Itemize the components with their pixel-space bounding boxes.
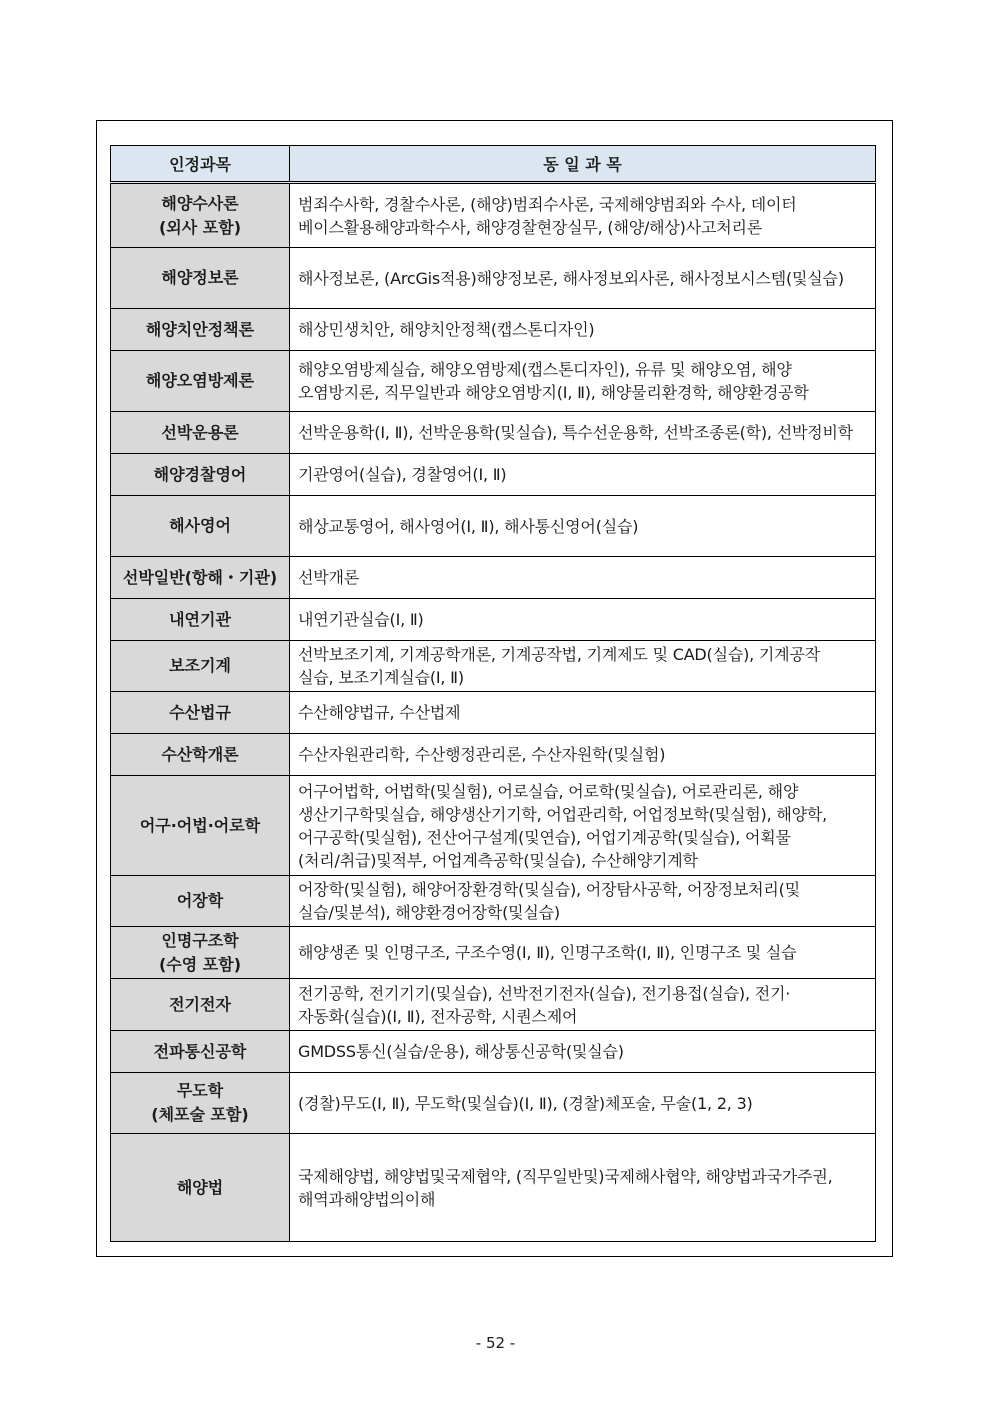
- equivalent-cell: 범죄수사학, 경찰수사론, (해양)범죄수사론, 국제해양범죄와 수사, 데이터 베이스활용해양과학수사, 해양경찰현장실무, (해양/해상)사고처리론: [290, 183, 876, 248]
- table-row: [111, 1031, 876, 1073]
- subject-cell: [111, 1073, 290, 1134]
- subject-line: 무도학: [176, 1081, 224, 1100]
- course-equivalence-table: [110, 145, 876, 1242]
- equivalent-cell: 어구어법학, 어법학(및실험), 어로실습, 어로학(및실습), 어로관리론, 해양 생산기구학및실습, 해양생산기기학, 어업관리학, 어업정보학(및실험), 해양학, 어구공학(및실험), 전산어구설계(및연습), 어업기계공학(및실습), 어획물 (처리/취급)및적부, 어업계측공학(및실습), 수산해양기계학: [290, 776, 876, 876]
- table-row: [111, 776, 876, 876]
- equivalent-cell: 해사정보론, (ArcGis적용)해양정보론, 해사정보외사론, 해사정보시스템(및실습): [290, 248, 876, 309]
- equivalent-cell: 해상민생치안, 해양치안정책(캡스톤디자인): [290, 309, 876, 351]
- subject-cell: [111, 927, 290, 979]
- subject-line: 어구·어법·어로학: [139, 815, 261, 835]
- subject-line: 어장학: [176, 891, 224, 910]
- subject-cell: [111, 599, 290, 641]
- subject-cell: [111, 734, 290, 776]
- table-row: [111, 309, 876, 351]
- equivalent-cell: 기관영어(실습), 경찰영어(Ⅰ, Ⅱ): [290, 454, 876, 496]
- subject-line: 해양치안정책론: [145, 319, 255, 339]
- subject-cell: [111, 1134, 290, 1242]
- table-row: [111, 1073, 876, 1134]
- table-row: [111, 692, 876, 734]
- subject-cell: [111, 979, 290, 1031]
- equivalent-cell: 어장학(및실험), 해양어장환경학(및실습), 어장탐사공학, 어장정보처리(및 실습/및분석), 해양환경어장학(및실습): [290, 876, 876, 927]
- subject-line: 수산법규: [169, 702, 231, 722]
- subject-line: (체포술 포함): [151, 1105, 249, 1124]
- subject-cell: [111, 309, 290, 351]
- equivalent-cell: 해양생존 및 인명구조, 구조수영(Ⅰ, Ⅱ), 인명구조학(Ⅰ, Ⅱ), 인명구조 및 실습: [290, 927, 876, 979]
- table-row: [111, 183, 876, 248]
- subject-line: 인명구조학: [161, 930, 239, 950]
- subject-cell: [111, 876, 290, 927]
- table-row: [111, 876, 876, 927]
- equivalent-cell: 내연기관실습(Ⅰ, Ⅱ): [290, 599, 876, 641]
- subject-line: 수산학개론: [161, 744, 239, 764]
- equivalent-cell: 선박개론: [290, 557, 876, 599]
- header-equivalent: 동 일 과 목: [290, 146, 876, 183]
- page-number: - 52 -: [475, 1334, 516, 1352]
- subject-cell: [111, 248, 290, 309]
- subject-line: 전파통신공학: [153, 1041, 247, 1061]
- equivalent-cell: GMDSS통신(실습/운용), 해상통신공학(및실습): [290, 1031, 876, 1073]
- equivalent-cell: 선박보조기계, 기계공학개론, 기계공작법, 기계제도 및 CAD(실습), 기계공작 실습, 보조기계실습(Ⅰ, Ⅱ): [290, 641, 876, 692]
- equivalent-cell: 전기공학, 전기기기(및실습), 선박전기전자(실습), 전기용접(실습), 전기· 자동화(실습)(Ⅰ, Ⅱ), 전자공학, 시퀀스제어: [290, 979, 876, 1031]
- table-row: [111, 599, 876, 641]
- equivalent-cell: 수산해양법규, 수산법제: [290, 692, 876, 734]
- equivalent-cell: 해상교통영어, 해사영어(Ⅰ, Ⅱ), 해사통신영어(실습): [290, 496, 876, 557]
- table-row: [111, 248, 876, 309]
- subject-cell: [111, 557, 290, 599]
- table-row: [111, 496, 876, 557]
- table-row: [111, 979, 876, 1031]
- subject-cell: [111, 351, 290, 412]
- equivalent-cell: 국제해양법, 해양법및국제협약, (직무일반및)국제해사협약, 해양법과국가주권, 해역과해양법의이해: [290, 1134, 876, 1242]
- subject-line: 전기전자: [169, 994, 231, 1014]
- subject-line: 해양경찰영어: [153, 464, 247, 484]
- table-row: [111, 412, 876, 454]
- subject-line: 해양정보론: [161, 268, 239, 287]
- subject-line: 해양오염방제론: [145, 371, 255, 390]
- subject-cell: [111, 183, 290, 248]
- subject-line: 해사영어: [169, 516, 231, 535]
- table-row: [111, 1134, 876, 1242]
- subject-line: (외사 포함): [158, 217, 242, 237]
- page-frame: [96, 120, 893, 1257]
- subject-line: 내연기관: [169, 609, 231, 629]
- subject-cell: [111, 454, 290, 496]
- subject-cell: [111, 496, 290, 557]
- table-row: [111, 454, 876, 496]
- subject-line: 해양법: [176, 1177, 224, 1197]
- subject-line: 해양수사론: [161, 193, 239, 213]
- subject-cell: [111, 776, 290, 876]
- subject-line: (수영 포함): [158, 954, 242, 974]
- equivalent-cell: 해양오염방제실습, 해양오염방제(캡스톤디자인), 유류 및 해양오염, 해양 오염방지론, 직무일반과 해양오염방지(Ⅰ, Ⅱ), 해양물리환경학, 해양환경공학: [290, 351, 876, 412]
- subject-cell: [111, 692, 290, 734]
- table-header-row: [111, 146, 876, 183]
- subject-line: 보조기계: [169, 656, 231, 675]
- equivalent-cell: 수산자원관리학, 수산행정관리론, 수산자원학(및실험): [290, 734, 876, 776]
- subject-cell: [111, 412, 290, 454]
- subject-line: 선박운용론: [161, 422, 239, 442]
- table-row: [111, 351, 876, 412]
- subject-cell: [111, 641, 290, 692]
- subject-line: 선박일반(항해・기관): [122, 567, 278, 587]
- table-row: [111, 557, 876, 599]
- table-row: [111, 927, 876, 979]
- header-subject: 인정과목: [111, 146, 290, 183]
- subject-cell: [111, 1031, 290, 1073]
- equivalent-cell: (경찰)무도(Ⅰ, Ⅱ), 무도학(및실습)(Ⅰ, Ⅱ), (경찰)체포술, 무술(1, 2, 3): [290, 1073, 876, 1134]
- table-row: [111, 641, 876, 692]
- equivalent-cell: 선박운용학(Ⅰ, Ⅱ), 선박운용학(및실습), 특수선운용학, 선박조종론(학), 선박정비학: [290, 412, 876, 454]
- table-row: [111, 734, 876, 776]
